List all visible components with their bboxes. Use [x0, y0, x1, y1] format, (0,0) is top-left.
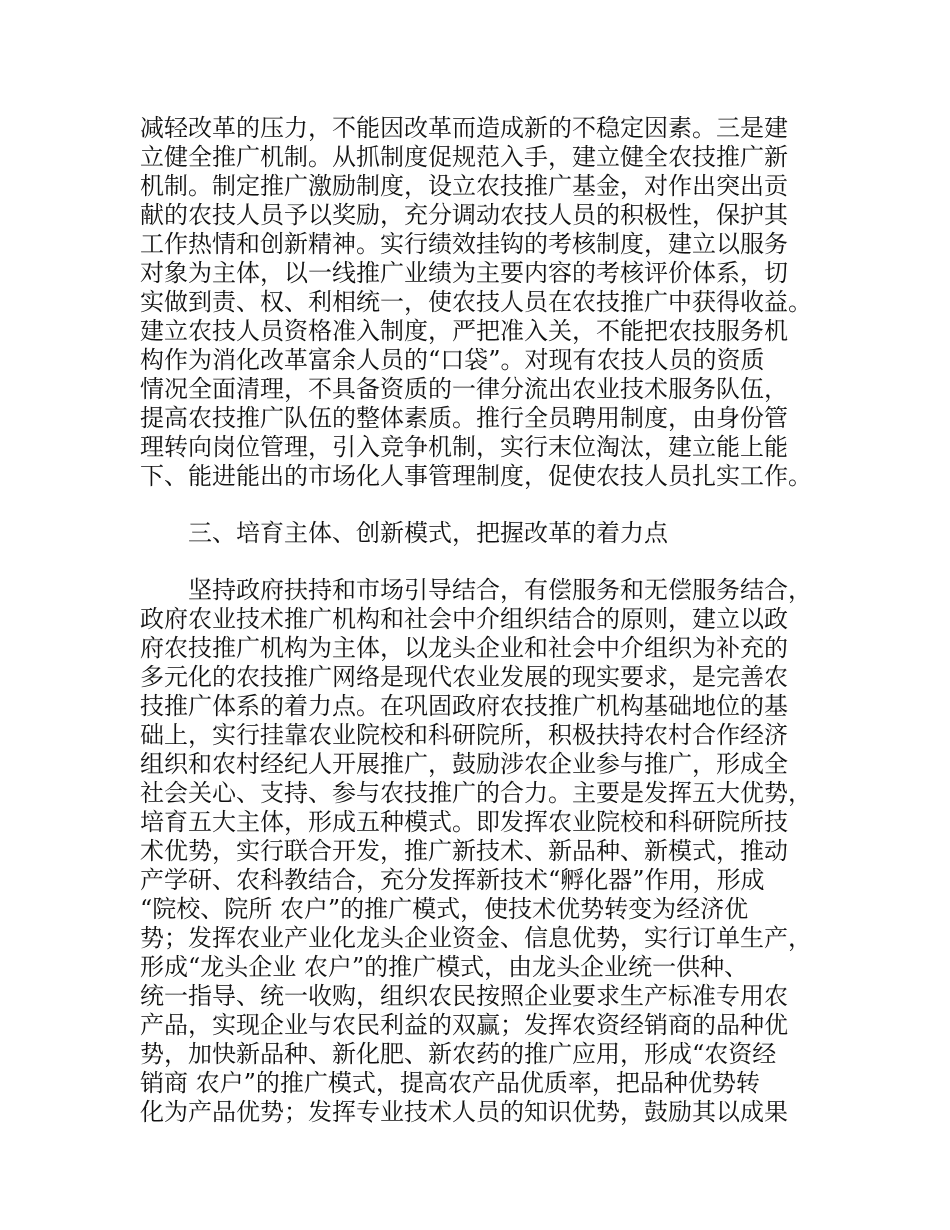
- paragraph-1-line: 情况全面清理，不具备资质的一律分流出农业技术服务队伍，: [140, 375, 788, 403]
- section-heading: 三、培育主体、创新模式，把握改革的着力点: [188, 519, 668, 547]
- paragraph-1-line: 工作热情和创新精神。实行绩效挂钩的考核制度，建立以服务: [140, 230, 788, 258]
- paragraph-2-line: 势，加快新品种、新化肥、新农药的推广应用，形成“农资经: [140, 1040, 777, 1068]
- paragraph-2-line: 府农技推广机构为主体，以龙头企业和社会中介组织为补充的: [140, 634, 788, 662]
- paragraph-1-line: 实做到责、权、利相统一，使农技人员在农技推广中获得收益。: [140, 288, 812, 316]
- paragraph-2-line: 产品，实现企业与农民利益的双赢；发挥农资经销商的品种优: [140, 1011, 788, 1039]
- paragraph-1-line: 立健全推广机制。从抓制度促规范入手，建立健全农技推广新: [140, 143, 788, 171]
- paragraph-2-line: 形成“龙头企业 农户”的推广模式，由龙头企业统一供种、: [140, 953, 749, 981]
- paragraph-1-line: 献的农技人员予以奖励，充分调动农技人员的积极性，保护其: [140, 201, 788, 229]
- paragraph-2-line: “院校、院所 农户”的推广模式，使技术优势转变为经济优: [140, 895, 749, 923]
- paragraph-2-line: 统一指导、统一收购，组织农民按照企业要求生产标准专用农: [140, 982, 788, 1010]
- paragraph-2-line: 础上，实行挂靠农业院校和科研院所，积极扶持农村合作经济: [140, 721, 788, 749]
- paragraph-1-line: 下、能进能出的市场化人事管理制度，促使农技人员扎实工作。: [140, 462, 812, 490]
- paragraph-1-line: 理转向岗位管理，引入竞争机制，实行末位淘汰，建立能上能: [140, 433, 788, 461]
- paragraph-2-line: 产学研、农科教结合，充分发挥新技术“孵化器”作用，形成: [140, 866, 765, 894]
- paragraph-1-line: 提高农技推广队伍的整体素质。推行全员聘用制度，由身份管: [140, 404, 788, 432]
- paragraph-2-line: 术优势，实行联合开发，推广新技术、新品种、新模式，推动: [140, 837, 788, 865]
- paragraph-1-line: 减轻改革的压力，不能因改革而造成新的不稳定因素。三是建: [140, 114, 788, 142]
- paragraph-2-line: 销商 农户”的推广模式，提高农产品优质率，把品种优势转: [140, 1069, 760, 1097]
- paragraph-1-line: 构作为消化改革富余人员的“口袋”。对现有农技人员的资质: [140, 346, 765, 374]
- paragraph-2-line: 多元化的农技推广网络是现代农业发展的现实要求，是完善农: [140, 663, 788, 691]
- paragraph-2-line: 社会关心、支持、参与农技推广的合力。主要是发挥五大优势，: [140, 779, 812, 807]
- paragraph-2-line: 技推广体系的着力点。在巩固政府农技推广机构基础地位的基: [140, 692, 788, 720]
- paragraph-1-line: 建立农技人员资格准入制度，严把准入关，不能把农技服务机: [140, 317, 788, 345]
- paragraph-2-line: 坚持政府扶持和市场引导结合，有偿服务和无偿服务结合，: [188, 576, 812, 604]
- paragraph-1-line: 机制。制定推广激励制度，设立农技推广基金，对作出突出贡: [140, 172, 788, 200]
- paragraph-2-line: 培育五大主体，形成五种模式。即发挥农业院校和科研院所技: [140, 808, 788, 836]
- paragraph-2-line: 化为产品优势；发挥专业技术人员的知识优势，鼓励其以成果: [140, 1098, 788, 1126]
- paragraph-1-line: 对象为主体，以一线推广业绩为主要内容的考核评价体系，切: [140, 259, 788, 287]
- paragraph-2-line: 组织和农村经纪人开展推广，鼓励涉农企业参与推广，形成全: [140, 750, 788, 778]
- paragraph-2-line: 势；发挥农业产业化龙头企业资金、信息优势，实行订单生产，: [140, 924, 812, 952]
- paragraph-2-line: 政府农业技术推广机构和社会中介组织结合的原则，建立以政: [140, 605, 788, 633]
